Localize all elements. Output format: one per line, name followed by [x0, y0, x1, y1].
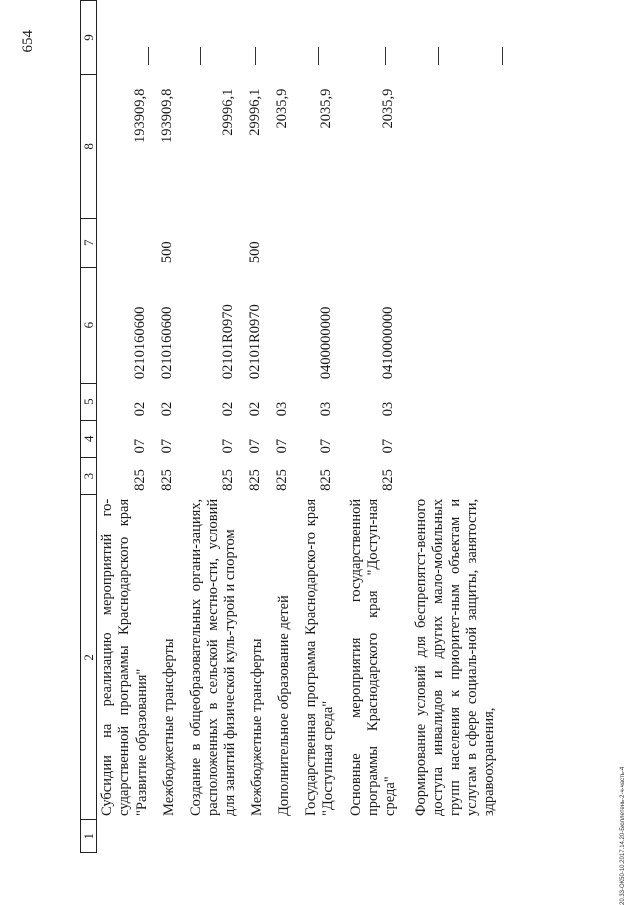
row-expense-type — [399, 218, 499, 267]
row-expense-type — [266, 218, 293, 267]
row-expense-type: 500 — [158, 241, 175, 264]
header-cell-4: 4 — [81, 420, 97, 457]
row-description: Межбюджетные трансферты — [249, 638, 266, 816]
row-description: Субсидии на реализацию мероприятий го-сударственной программы Краснодарского края "Развитие образования" — [99, 498, 150, 816]
header-cell-9: 9 — [81, 1, 97, 75]
margin-tick — [148, 47, 149, 65]
margin-tick — [318, 47, 319, 65]
row-col9 — [151, 1, 178, 75]
header-cell-6: 6 — [81, 267, 97, 383]
margin-tick — [438, 47, 439, 65]
table-row — [239, 1, 266, 853]
margin-tick — [200, 47, 201, 65]
row-subsection-code: 03 — [274, 401, 291, 417]
row-description: Государственная программа Краснодарско-го края "Доступная среда" — [303, 498, 337, 816]
row-section-code: 07 — [158, 438, 175, 454]
table-row — [338, 1, 399, 853]
page-number: 654 — [20, 30, 36, 53]
row-ministry-code: 825 — [158, 469, 175, 491]
document-reference: 20.33-ОК50-10.2017.14.20-Бюллетень-2-ч-часть-4 — [620, 766, 626, 905]
margin-tick — [385, 47, 386, 65]
row-amount — [399, 75, 499, 219]
table-row — [97, 1, 151, 853]
row-ministry-code: 825 — [247, 469, 264, 491]
row-amount: 29996,1 — [247, 88, 264, 136]
header-cell-8: 8 — [81, 75, 97, 219]
row-target-code: 0210160600 — [131, 306, 148, 380]
table-header-row — [81, 1, 97, 853]
margin-tick — [255, 47, 256, 65]
row-section-code — [399, 420, 499, 457]
row-description: Создание в общеобразовательных органи-зациях, расположенных в сельской местно-сти, условий для занятий физической куль-турой и спортом — [187, 498, 238, 816]
margin-tick — [502, 47, 503, 65]
row-section-code: 07 — [274, 438, 291, 454]
row-col9 — [266, 1, 293, 75]
row-section-code: 07 — [379, 438, 396, 454]
row-section-code: 07 — [219, 438, 236, 454]
row-section-code: 07 — [247, 438, 264, 454]
row-description: Межбюджетные трансферты — [160, 638, 177, 816]
row-target-code: 02101R0970 — [219, 304, 236, 380]
row-description: Дополнительное образование детей — [276, 595, 293, 816]
row-ministry-code: 825 — [318, 469, 335, 491]
row-subsection-code: 03 — [318, 401, 335, 417]
row-expense-type: 500 — [247, 241, 264, 264]
header-cell-3: 3 — [81, 457, 97, 495]
row-expense-type — [293, 218, 337, 267]
header-cell-5: 5 — [81, 383, 97, 420]
table-row — [399, 1, 499, 853]
row-target-code: 0400000000 — [318, 306, 335, 380]
row-target-code: 0210160600 — [158, 306, 175, 380]
row-subsection-code — [399, 383, 499, 420]
row-col9 — [293, 1, 337, 75]
row-target-code: 02101R0970 — [247, 304, 264, 380]
row-ministry-code: 825 — [379, 469, 396, 491]
row-amount: 29996,1 — [219, 88, 236, 136]
row-subsection-code: 02 — [131, 401, 148, 417]
row-col9 — [178, 1, 239, 75]
row-amount: 193909,8 — [158, 88, 175, 143]
row-target-code — [399, 267, 499, 383]
row-section-code: 07 — [318, 438, 335, 454]
row-col9 — [399, 1, 499, 75]
row-target-code — [266, 267, 293, 383]
row-description: Основные мероприятия государственной программы Краснодарского края "Доступ-ная среда" — [347, 498, 398, 816]
table-row — [266, 1, 293, 853]
row-subsection-code: 02 — [219, 401, 236, 417]
row-subsection-code: 02 — [158, 401, 175, 417]
row-description: Формирование условий для беспрепятст-венного доступа инвалидов и других мало-мобильных групп населения к приоритет-ным объектам и услугам в сфере социаль-ной защиты, занятости, здравоохранения, — [412, 498, 498, 816]
header-cell-2: 2 — [81, 495, 97, 820]
table-row — [178, 1, 239, 853]
table-row — [293, 1, 337, 853]
row-col9 — [239, 1, 266, 75]
row-ministry-code: 825 — [274, 469, 291, 491]
row-expense-type — [338, 218, 399, 267]
header-cell-7: 7 — [81, 218, 97, 267]
row-expense-type — [97, 218, 151, 267]
row-section-code: 07 — [131, 438, 148, 454]
header-cell-1: 1 — [81, 820, 97, 853]
row-target-code: 0410000000 — [379, 306, 396, 380]
row-subsection-code: 03 — [379, 401, 396, 417]
table-row — [151, 1, 178, 853]
row-subsection-code: 02 — [247, 401, 264, 417]
row-ministry-code: 825 — [219, 469, 236, 491]
row-ministry-code — [399, 457, 499, 495]
row-expense-type — [178, 218, 239, 267]
row-amount: 2035,9 — [318, 88, 335, 129]
row-amount: 2035,9 — [379, 88, 396, 129]
row-amount: 193909,8 — [131, 88, 148, 143]
budget-table — [80, 0, 498, 853]
row-ministry-code: 825 — [131, 469, 148, 491]
row-amount: 2035,9 — [274, 88, 291, 129]
row-col9 — [338, 1, 399, 75]
row-col9 — [97, 1, 151, 75]
